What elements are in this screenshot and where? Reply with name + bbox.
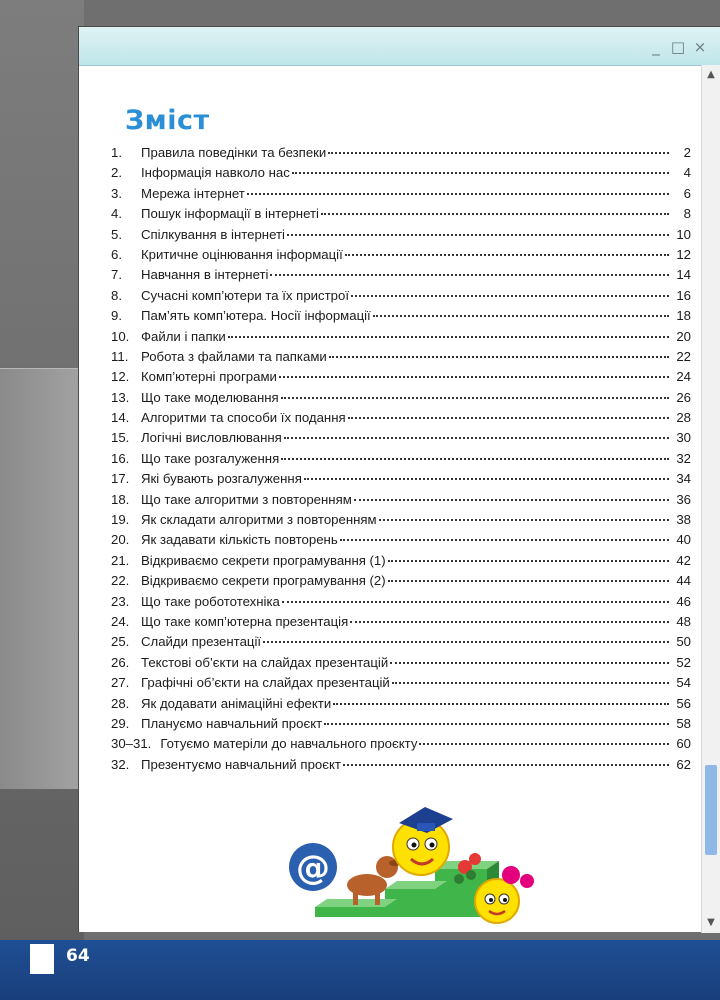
toc-leader-dots bbox=[343, 764, 669, 766]
toc-page-number: 12 bbox=[676, 246, 691, 262]
toc-number: 25. bbox=[111, 634, 130, 650]
toc-title: Пошук інформації в інтернеті bbox=[141, 206, 319, 222]
pink-bow bbox=[502, 866, 520, 884]
toc-entry[interactable] bbox=[111, 430, 691, 450]
toc-entry[interactable] bbox=[111, 614, 691, 634]
toc-entry[interactable] bbox=[111, 573, 691, 593]
toc-entry[interactable] bbox=[111, 716, 691, 736]
toc-number: 30–31. bbox=[111, 736, 152, 752]
toc-leader-dots bbox=[333, 703, 669, 705]
toc-leader-dots bbox=[392, 682, 669, 684]
toc-entry[interactable] bbox=[111, 675, 691, 695]
toc-title: Графічні об’єкти на слайдах презентацій bbox=[141, 675, 390, 691]
toc-leader-dots bbox=[281, 397, 669, 399]
toc-entry[interactable] bbox=[111, 532, 691, 552]
toc-number: 13. bbox=[111, 389, 130, 405]
toc-title: Мережа інтернет bbox=[141, 185, 245, 201]
toc-title: Що таке алгоритми з повторенням bbox=[141, 491, 352, 507]
window-controls bbox=[648, 39, 708, 55]
toc-number: 4. bbox=[111, 206, 122, 222]
toc-number: 1. bbox=[111, 145, 122, 160]
toc-title: Як додавати анімаційні ефекти bbox=[141, 695, 332, 711]
toc-number: 18. bbox=[111, 491, 130, 507]
toc-page-number: 30 bbox=[676, 430, 691, 446]
toc-title: Правила поведінки та безпеки bbox=[141, 145, 327, 160]
toc-number: 14. bbox=[111, 410, 130, 426]
toc-leader-dots bbox=[348, 417, 669, 419]
toc-page-number: 46 bbox=[676, 593, 691, 609]
toc-number: 20. bbox=[111, 532, 130, 548]
toc-number: 15. bbox=[111, 430, 130, 446]
toc-page-number: 28 bbox=[676, 410, 691, 426]
toc-entry[interactable] bbox=[111, 369, 691, 389]
page-title: Зміст bbox=[125, 105, 210, 136]
toc-leader-dots bbox=[379, 519, 669, 521]
toc-leader-dots bbox=[279, 376, 669, 378]
toc-number: 10. bbox=[111, 328, 130, 344]
toc-entry[interactable] bbox=[111, 512, 691, 532]
toc-entry[interactable] bbox=[111, 206, 691, 226]
toc-page-number: 34 bbox=[676, 471, 691, 487]
toc-title: Інформація навколо нас bbox=[141, 165, 290, 181]
toc-number: 32. bbox=[111, 756, 130, 772]
toc-number: 28. bbox=[111, 695, 130, 711]
toc-leader-dots bbox=[354, 499, 669, 501]
toc-content bbox=[79, 65, 703, 933]
toc-title: Текстові об’єкти на слайдах презентацій bbox=[141, 654, 389, 670]
toc-leader-dots bbox=[340, 539, 669, 541]
window-titlebar[interactable] bbox=[79, 27, 720, 66]
toc-number: 24. bbox=[111, 613, 130, 629]
minimize-icon[interactable]: _ bbox=[652, 38, 660, 56]
toc-leader-dots bbox=[345, 254, 669, 256]
toc-entry[interactable] bbox=[111, 329, 691, 349]
toc-page-number: 32 bbox=[676, 450, 691, 466]
toc-entry[interactable] bbox=[111, 492, 691, 512]
toc-number: 8. bbox=[111, 287, 122, 303]
toc-leader-dots bbox=[263, 641, 669, 643]
toc-page-number: 4 bbox=[683, 165, 691, 181]
toc-title: Готуємо матеріли до навчального проєкту bbox=[160, 736, 418, 752]
toc-page-number: 38 bbox=[676, 512, 691, 528]
toc-page-number: 8 bbox=[683, 206, 691, 222]
yellow-mascot-2 bbox=[475, 879, 519, 923]
toc-entry[interactable] bbox=[111, 553, 691, 573]
scroll-up-icon[interactable]: ▲ bbox=[707, 69, 715, 80]
toc-entry[interactable] bbox=[111, 757, 691, 777]
toc-number: 16. bbox=[111, 450, 130, 466]
toc-number: 29. bbox=[111, 715, 130, 731]
toc-leader-dots bbox=[284, 437, 669, 439]
toc-page-number: 54 bbox=[676, 675, 691, 691]
mascot-illustration bbox=[275, 789, 535, 933]
toc-entry[interactable] bbox=[111, 594, 691, 614]
toc-title: Як задавати кількість повторень bbox=[141, 532, 338, 548]
toc-page-number: 24 bbox=[676, 369, 691, 385]
toc-page-number: 20 bbox=[676, 328, 691, 344]
footer-bar bbox=[0, 940, 720, 1000]
toc-title: Відкриваємо секрети програмування (2) bbox=[141, 573, 386, 589]
toc-entry[interactable] bbox=[111, 349, 691, 369]
toc-leader-dots bbox=[328, 152, 669, 154]
toc-title: Навчання в інтернеті bbox=[141, 267, 269, 283]
close-icon[interactable]: × bbox=[693, 38, 707, 56]
toc-leader-dots bbox=[304, 478, 669, 480]
toc-entry[interactable] bbox=[111, 634, 691, 654]
toc-page-number: 60 bbox=[676, 736, 691, 752]
toc-entry[interactable] bbox=[111, 288, 691, 308]
toc-leader-dots bbox=[390, 662, 669, 664]
toc-number: 19. bbox=[111, 512, 130, 528]
toc-title: Сучасні комп’ютери та їх пристрої bbox=[141, 287, 349, 303]
toc-leader-dots bbox=[228, 336, 669, 338]
toc-leader-dots bbox=[351, 295, 669, 297]
toc-entry[interactable] bbox=[111, 736, 691, 756]
table-of-contents bbox=[111, 145, 691, 777]
toc-title: Комп’ютерні програми bbox=[141, 369, 277, 385]
toc-number: 27. bbox=[111, 675, 130, 691]
toc-page-number: 56 bbox=[676, 695, 691, 711]
toc-leader-dots bbox=[324, 723, 669, 725]
toc-number: 22. bbox=[111, 573, 130, 589]
toc-page-number: 10 bbox=[676, 226, 691, 242]
toc-page-number: 26 bbox=[676, 389, 691, 405]
toc-page-number: 58 bbox=[676, 715, 691, 731]
toc-page-number: 48 bbox=[676, 613, 691, 629]
toc-number: 7. bbox=[111, 267, 122, 283]
toc-number: 26. bbox=[111, 654, 130, 670]
toc-title: Плануємо навчальний проєкт bbox=[141, 715, 323, 731]
toc-leader-dots bbox=[287, 234, 669, 236]
toc-title: Критичне оцінювання інформації bbox=[141, 246, 343, 262]
toc-title: Що таке розгалуження bbox=[141, 450, 280, 466]
toc-entry[interactable] bbox=[111, 186, 691, 206]
toc-title: Як складати алгоритми з повторенням bbox=[141, 512, 377, 528]
toc-title: Пам’ять комп’ютера. Носії інформації bbox=[141, 308, 371, 324]
dog-head bbox=[376, 856, 398, 878]
toc-page-number: 40 bbox=[676, 532, 691, 548]
toc-title: Які бувають розгалуження bbox=[141, 471, 302, 487]
toc-title: Відкриваємо секрети програмування (1) bbox=[141, 552, 386, 568]
vertical-scrollbar[interactable] bbox=[701, 65, 720, 933]
toc-number: 23. bbox=[111, 593, 130, 609]
toc-page-number: 52 bbox=[676, 654, 691, 670]
maximize-icon[interactable]: □ bbox=[670, 38, 686, 56]
toc-page-number: 2 bbox=[683, 145, 691, 160]
toc-entry[interactable] bbox=[111, 410, 691, 430]
toc-number: 6. bbox=[111, 246, 122, 262]
toc-page-number: 16 bbox=[676, 287, 691, 303]
toc-leader-dots bbox=[419, 743, 669, 745]
toc-page-number: 14 bbox=[676, 267, 691, 283]
toc-leader-dots bbox=[270, 274, 669, 276]
toc-page-number: 42 bbox=[676, 552, 691, 568]
toc-leader-dots bbox=[388, 580, 669, 582]
toc-leader-dots bbox=[282, 601, 669, 603]
toc-title: Алгоритми та способи їх подання bbox=[141, 410, 346, 426]
toc-leader-dots bbox=[329, 356, 669, 358]
window bbox=[78, 26, 720, 932]
toc-entry[interactable] bbox=[111, 145, 691, 165]
toc-number: 9. bbox=[111, 308, 122, 324]
scroll-thumb[interactable] bbox=[705, 765, 717, 855]
toc-entry[interactable] bbox=[111, 471, 691, 491]
toc-entry[interactable] bbox=[111, 247, 691, 267]
toc-page-number: 22 bbox=[676, 348, 691, 364]
footer-tab-marker bbox=[30, 944, 54, 974]
toc-title: Слайди презентації bbox=[141, 634, 262, 650]
toc-number: 5. bbox=[111, 226, 122, 242]
toc-number: 2. bbox=[111, 165, 122, 181]
toc-entry[interactable] bbox=[111, 390, 691, 410]
decorative-panel bbox=[0, 368, 84, 789]
toc-leader-dots bbox=[350, 621, 669, 623]
toc-leader-dots bbox=[388, 560, 669, 562]
toc-page-number: 62 bbox=[676, 756, 691, 772]
toc-title: Робота з файлами та папками bbox=[141, 348, 327, 364]
toc-number: 3. bbox=[111, 185, 122, 201]
toc-title: Що таке робототехніка bbox=[141, 593, 280, 609]
toc-page-number: 36 bbox=[676, 491, 691, 507]
at-sign-icon: @ bbox=[296, 848, 330, 888]
toc-page-number: 6 bbox=[683, 185, 691, 201]
toc-number: 12. bbox=[111, 369, 130, 385]
toc-title: Файли і папки bbox=[141, 328, 226, 344]
toc-title: Презентуємо навчальний проєкт bbox=[141, 756, 341, 772]
toc-entry[interactable] bbox=[111, 451, 691, 471]
toc-number: 21. bbox=[111, 552, 130, 568]
toc-entry[interactable] bbox=[111, 696, 691, 716]
toc-entry[interactable] bbox=[111, 308, 691, 328]
toc-leader-dots bbox=[281, 458, 669, 460]
toc-title: Логічні висловлювання bbox=[141, 430, 282, 446]
toc-leader-dots bbox=[373, 315, 669, 317]
toc-page-number: 18 bbox=[676, 308, 691, 324]
toc-page-number: 44 bbox=[676, 573, 691, 589]
toc-title: Спілкування в інтернеті bbox=[141, 226, 285, 242]
toc-number: 17. bbox=[111, 471, 130, 487]
toc-page-number: 50 bbox=[676, 634, 691, 650]
toc-entry[interactable] bbox=[111, 165, 691, 185]
page-number: 64 bbox=[66, 946, 90, 966]
scroll-down-icon[interactable]: ▼ bbox=[707, 917, 715, 928]
toc-title: Що таке моделювання bbox=[141, 389, 279, 405]
toc-entry[interactable] bbox=[111, 267, 691, 287]
toc-entry[interactable] bbox=[111, 227, 691, 247]
toc-entry[interactable] bbox=[111, 655, 691, 675]
toc-leader-dots bbox=[292, 172, 669, 174]
toc-leader-dots bbox=[321, 213, 669, 215]
toc-leader-dots bbox=[247, 193, 669, 195]
toc-number: 11. bbox=[111, 348, 129, 364]
toc-title: Що таке комп’ютерна презентація bbox=[141, 613, 349, 629]
